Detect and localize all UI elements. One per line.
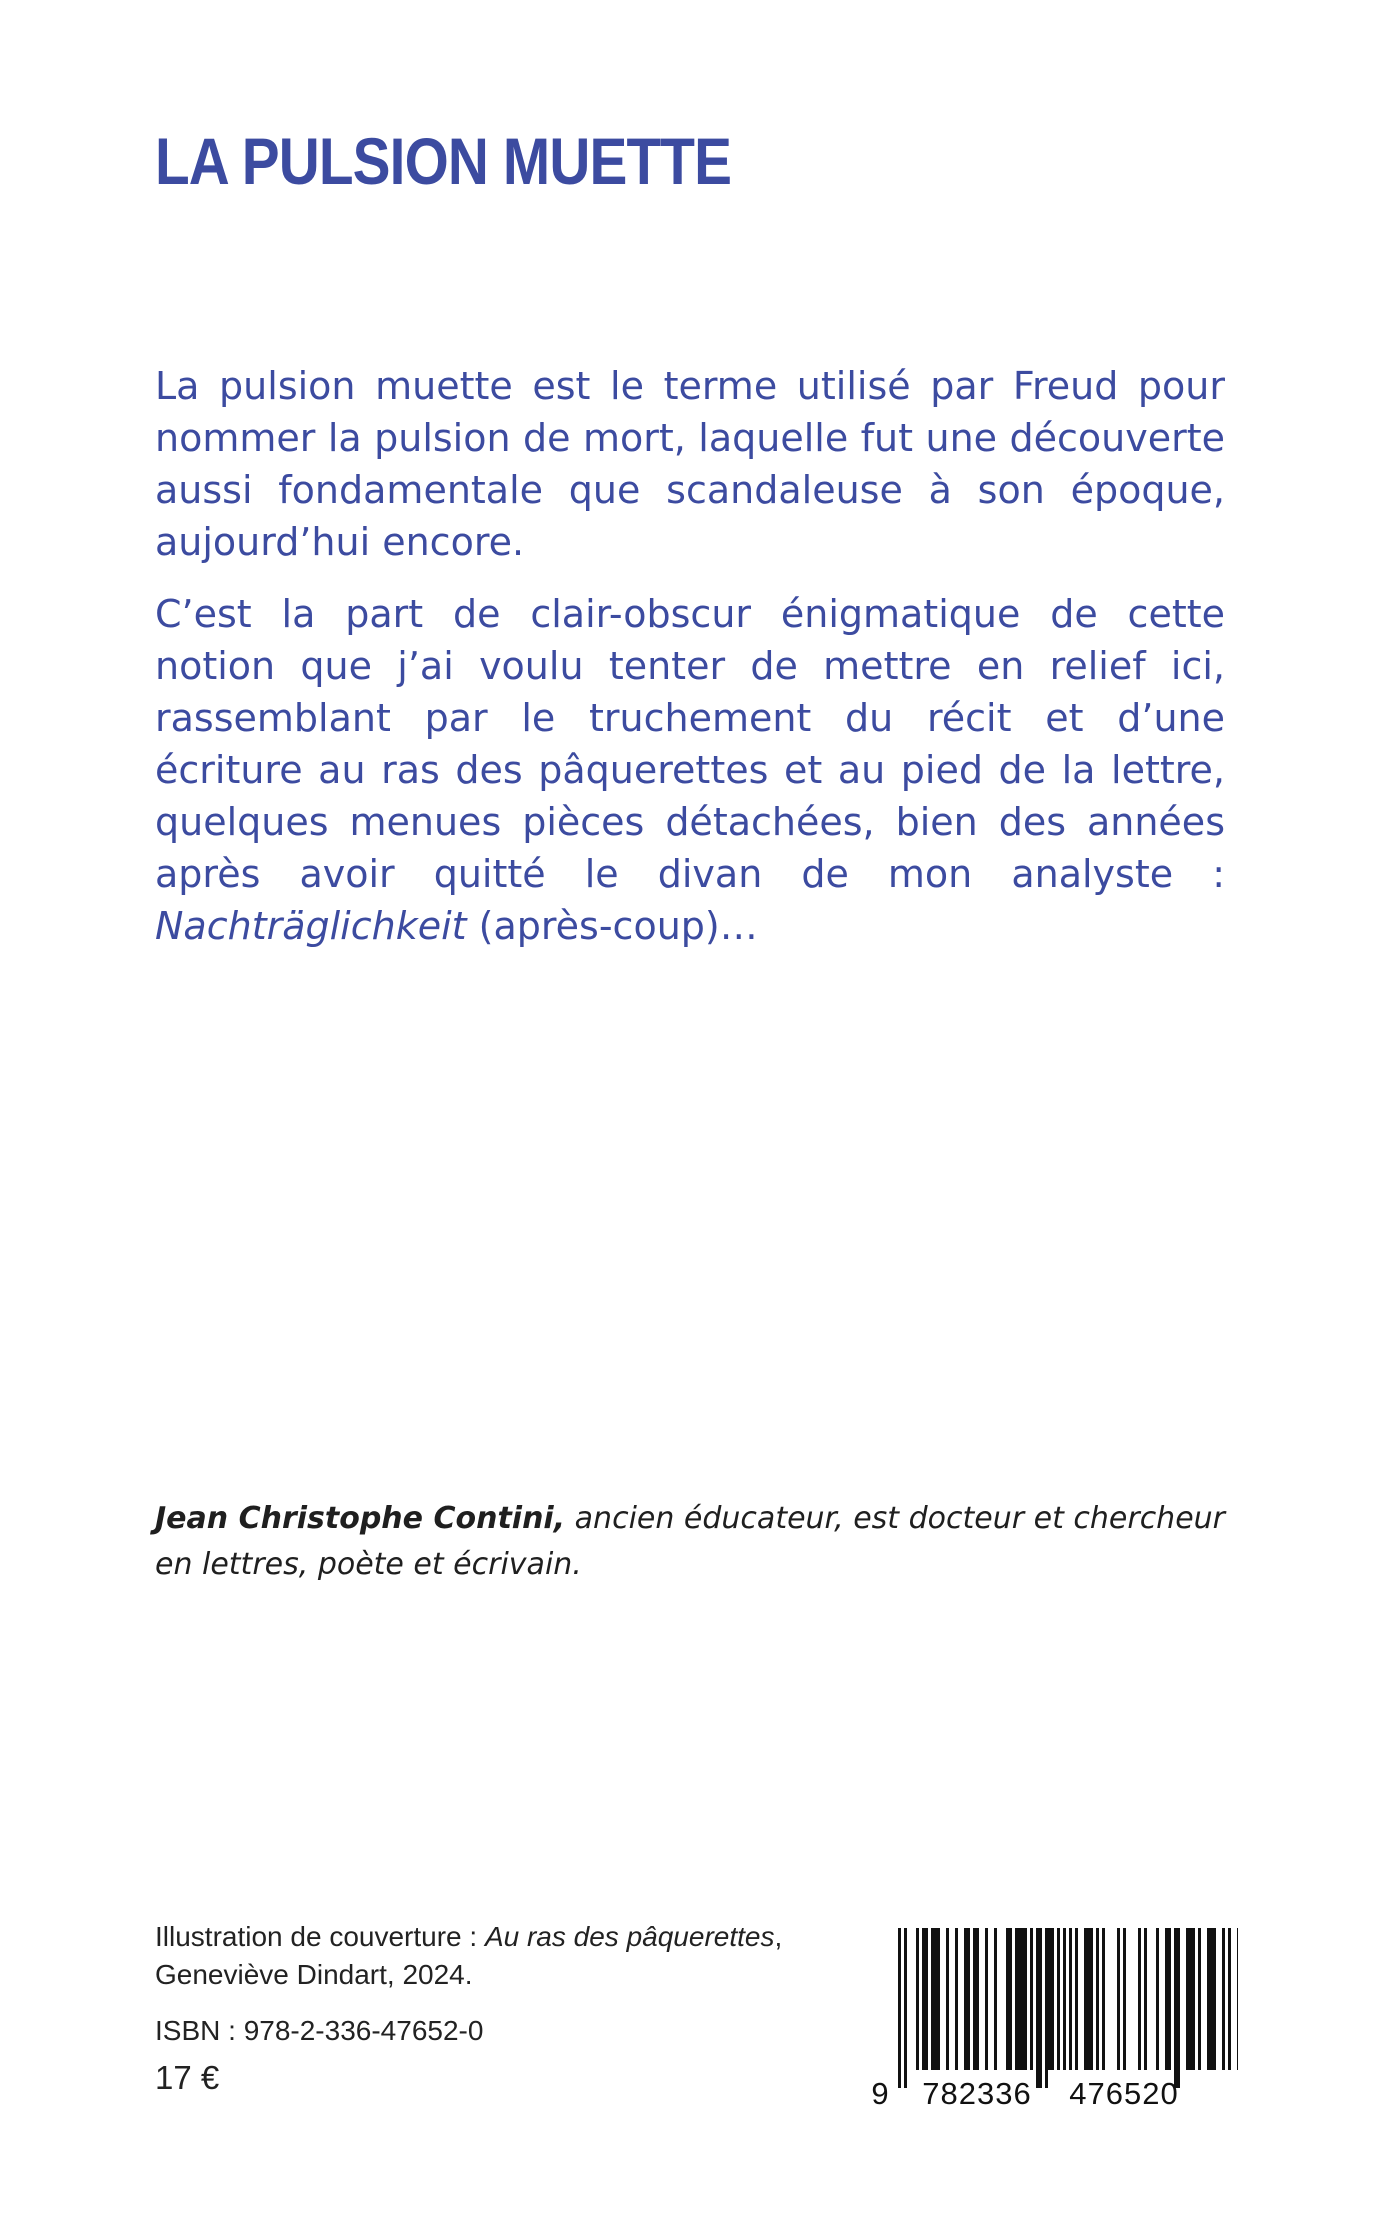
barcode-bar <box>1063 1928 1066 2070</box>
barcode-first-digit: 9 <box>871 2076 889 2111</box>
author-name: Jean Christophe Contini, <box>155 1501 566 1536</box>
barcode-bar <box>1156 1928 1159 2070</box>
barcode-bar <box>964 1928 967 2070</box>
credit-artwork-title: Au ras des pâquerettes <box>484 1921 775 1952</box>
barcode-bar <box>946 1928 949 2070</box>
barcode-bar <box>1084 1928 1087 2070</box>
barcode-bar <box>1090 1928 1093 2070</box>
barcode-bar <box>934 1928 937 2070</box>
barcode-bar <box>1168 1928 1171 2070</box>
barcode-bar <box>1228 1928 1231 2070</box>
blurb-german-term: Nachträglichkeit <box>155 904 467 948</box>
barcode-bar <box>1222 1928 1225 2070</box>
credit-artist: Geneviève Dindart, 2024. <box>155 1959 473 1990</box>
barcode-bar <box>1144 1928 1147 2070</box>
barcode-bar <box>1198 1928 1201 2070</box>
barcode-bar <box>955 1928 958 2070</box>
barcode-bar <box>898 1928 901 2088</box>
author-bio <box>155 1496 1225 1588</box>
barcode-bar <box>1021 1928 1024 2070</box>
barcode-bar <box>1015 1928 1018 2070</box>
barcode-bar <box>1057 1928 1060 2070</box>
book-title: LA PULSION MUETTE <box>155 124 732 198</box>
barcode-right-digits: 476520 <box>1069 2076 1179 2111</box>
barcode-bar <box>1213 1928 1216 2070</box>
barcode-bar <box>922 1928 925 2070</box>
barcode-bar <box>973 1928 976 2070</box>
barcode-bar <box>1009 1928 1012 2070</box>
barcode-bar <box>1087 1928 1090 2070</box>
blurb-paragraph-2 <box>155 588 1225 952</box>
barcode-bar <box>1138 1928 1141 2070</box>
price: 17 € <box>155 2059 220 2096</box>
barcode-bar <box>1069 1928 1072 2070</box>
barcode-bar <box>1045 1928 1048 2088</box>
barcode-bar <box>1006 1928 1009 2070</box>
barcode-graphic <box>868 1928 1238 2113</box>
barcode-bar <box>1024 1928 1027 2070</box>
barcode-bar <box>925 1928 928 2070</box>
barcode-bar <box>1075 1928 1078 2070</box>
barcode-bar <box>1096 1928 1099 2070</box>
blurb-paragraph-1: La pulsion muette est le terme utilisé par Freud pour nommer la pulsion de mort, laquelle fut une découverte aussi fondamentale que scandaleuse à son époque, aujourd’hui encore. <box>155 364 1225 564</box>
barcode-bar <box>1186 1928 1189 2070</box>
barcode-bar <box>1051 1928 1054 2070</box>
barcode-bar <box>1030 1928 1033 2070</box>
barcode-bar <box>1237 1928 1238 2070</box>
credit-label: Illustration de couverture : <box>155 1921 485 1952</box>
barcode-bars <box>898 1928 1238 2088</box>
barcode <box>868 1928 1238 2113</box>
barcode-bar <box>1048 1928 1051 2070</box>
barcode-left-digits: 782336 <box>922 2076 1032 2111</box>
blurb-paragraph-2-end: (après-coup)… <box>466 904 758 948</box>
credit-suffix: , <box>774 1921 783 1952</box>
barcode-bar <box>1117 1928 1120 2070</box>
barcode-bar <box>1207 1928 1210 2070</box>
barcode-bar <box>1210 1928 1213 2070</box>
cover-credit <box>155 1918 805 1994</box>
blurb-paragraph-2-text: C’est la part de clair-obscur énigmatique de cette notion que j’ai voulu tenter de mettre en relief ici, rassemblant par le truchement du récit et d’une écriture au ras des pâquerettes et au pied de la lettre, quelques menues pièces détachées, bien des années après avoir quitté le divan de mon analyste : <box>155 592 1225 896</box>
barcode-bar <box>985 1928 988 2070</box>
book-blurb <box>155 360 1225 952</box>
barcode-bar <box>1036 1928 1039 2088</box>
author-bio-text: ancien éducateur, est docteur et chercheur en lettres, poète et écrivain. <box>155 1501 1226 1582</box>
barcode-bar <box>976 1928 979 2070</box>
barcode-bar <box>1165 1928 1168 2070</box>
isbn: ISBN : 978-2-336-47652-0 <box>155 2015 484 2046</box>
barcode-bar <box>904 1928 907 2088</box>
barcode-bar <box>1189 1928 1192 2070</box>
barcode-bar <box>967 1928 970 2070</box>
barcode-bar <box>916 1928 919 2070</box>
barcode-bar <box>1039 1928 1042 2088</box>
barcode-bar <box>1192 1928 1195 2070</box>
barcode-bar <box>1102 1928 1105 2070</box>
barcode-bar <box>1018 1928 1021 2070</box>
barcode-bar <box>1174 1928 1177 2088</box>
barcode-bar <box>994 1928 997 2070</box>
barcode-bar <box>1123 1928 1126 2070</box>
barcode-bar <box>1177 1928 1180 2088</box>
barcode-bar <box>931 1928 934 2070</box>
barcode-bar <box>937 1928 940 2070</box>
